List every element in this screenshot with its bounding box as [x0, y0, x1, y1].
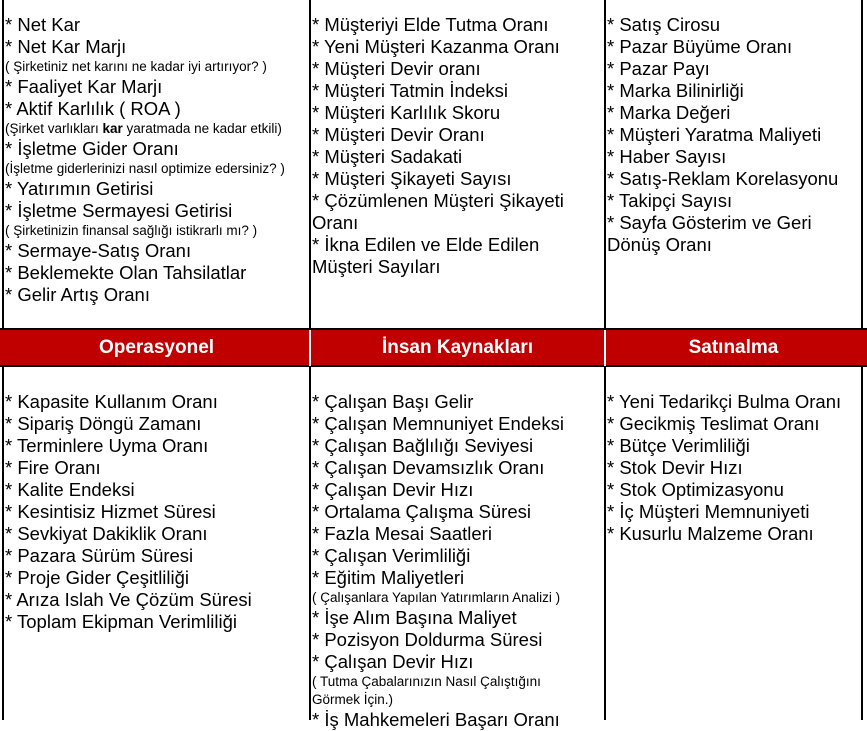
kpi-item: * Müşteri Yaratma Maliyeti: [607, 124, 822, 145]
kpi-item: * Çalışan Başı Gelir: [312, 391, 474, 412]
cell-satinalma-kpis: [607, 391, 859, 545]
kpi-item: * Ortalama Çalışma Süresi: [312, 501, 531, 522]
kpi-item: * Kusurlu Malzeme Oranı: [607, 523, 814, 544]
kpi-item: Dönüş Oranı: [607, 234, 712, 255]
kpi-note: ( Şirketiniz net karını ne kadar iyi artırıyor? ): [5, 59, 267, 74]
kpi-item: * Stok Optimizasyonu: [607, 479, 784, 500]
kpi-item: * Sipariş Döngü Zamanı: [5, 413, 202, 434]
kpi-note: ( Tutma Çabalarınızın Nasıl Çalıştığını: [312, 674, 541, 689]
cell-finansal-kpis: [5, 14, 308, 306]
cell-pazarlama-kpis: [607, 14, 859, 256]
cell-musteri-kpis: [312, 14, 602, 278]
kpi-item: * Yeni Müşteri Kazanma Oranı: [312, 36, 560, 57]
kpi-item: * Takipçi Sayısı: [607, 190, 733, 211]
kpi-item: * Stok Devir Hızı: [607, 457, 743, 478]
kpi-note: ( Çalışanlara Yapılan Yatırımların Analizi ): [312, 590, 561, 605]
kpi-item: * Müşteri Şikayeti Sayısı: [312, 168, 512, 189]
kpi-item: * Satış Cirosu: [607, 14, 721, 35]
kpi-item: * Arıza Islah Ve Çözüm Süresi: [5, 589, 252, 610]
kpi-item: * İç Müşteri Memnuniyeti: [607, 501, 810, 522]
kpi-item: * Çalışan Memnuniyet Endeksi: [312, 413, 564, 434]
kpi-note: (İşletme giderlerinizi nasıl optimize edersiniz? ): [5, 161, 285, 176]
kpi-item: * Bütçe Verimliliği: [607, 435, 750, 456]
kpi-item: * İşe Alım Başına Maliyet: [312, 607, 517, 628]
kpi-note: Görmek İçin.): [312, 692, 394, 707]
kpi-item: * Çalışan Devir Hızı: [312, 651, 474, 672]
kpi-item: * Marka Bilinirliği: [607, 80, 744, 101]
kpi-item: * İşletme Sermayesi Getirisi: [5, 200, 233, 221]
kpi-item: * İşletme Gider Oranı: [5, 138, 179, 159]
kpi-item: * Müşteri Devir Oranı: [312, 124, 485, 145]
kpi-item: * Kapasite Kullanım Oranı: [5, 391, 218, 412]
kpi-item: * Kalite Endeksi: [5, 479, 135, 500]
kpi-item: * Çalışan Verimliliği: [312, 545, 471, 566]
kpi-item: * Beklemekte Olan Tahsilatlar: [5, 262, 247, 283]
kpi-item: * Satış-Reklam Korelasyonu: [607, 168, 839, 189]
kpi-item: Müşteri Sayıları: [312, 256, 441, 277]
kpi-item: * Kesintisiz Hizmet Süresi: [5, 501, 216, 522]
header-satinalma: Satınalma: [688, 337, 779, 358]
kpi-item: * Net Kar: [5, 14, 81, 35]
kpi-item: * İkna Edilen ve Elde Edilen: [312, 234, 540, 255]
kpi-item: * Eğitim Maliyetleri: [312, 567, 465, 588]
kpi-note: ( Şirketinizin finansal sağlığı istikrarlı mı? ): [5, 223, 258, 238]
kpi-item: * Gelir Artış Oranı: [5, 284, 150, 305]
kpi-item: * Gecikmiş Teslimat Oranı: [607, 413, 820, 434]
kpi-item: * Sayfa Gösterim ve Geri: [607, 212, 812, 233]
kpi-item: * Müşteri Karlılık Skoru: [312, 102, 501, 123]
kpi-item: * Müşteri Tatmin İndeksi: [312, 80, 509, 101]
kpi-item: * Çözümlenen Müşteri Şikayeti: [312, 190, 564, 211]
kpi-item: Oranı: [312, 212, 359, 233]
kpi-item: * Çalışan Devamsızlık Oranı: [312, 457, 545, 478]
kpi-item: * Pazar Büyüme Oranı: [607, 36, 793, 57]
kpi-item: * Fire Oranı: [5, 457, 101, 478]
kpi-item: * Proje Gider Çeşitliliği: [5, 567, 190, 588]
kpi-item: * Marka Değeri: [607, 102, 731, 123]
kpi-item: * Müşteriyi Elde Tutma Oranı: [312, 14, 549, 35]
header-operasyonel: Operasyonel: [98, 337, 215, 358]
kpi-item: * Müşteri Devir oranı: [312, 58, 481, 79]
kpi-item: * Çalışan Devir Hızı: [312, 479, 474, 500]
kpi-note: (Şirket varlıkları kar yaratmada ne kadar etkili): [5, 121, 282, 136]
kpi-item: * Pazar Payı: [607, 58, 710, 79]
kpi-item: * Terminlere Uyma Oranı: [5, 435, 209, 456]
header-divider-2: [604, 330, 606, 366]
kpi-item: * Yatırımın Getirisi: [5, 178, 154, 199]
kpi-item: * Çalışan Bağlılığı Seviyesi: [312, 435, 534, 456]
kpi-item: * Yeni Tedarikçi Bulma Oranı: [607, 391, 842, 412]
kpi-item: * Fazla Mesai Saatleri: [312, 523, 492, 544]
kpi-item: * Toplam Ekipman Verimliliği: [5, 611, 238, 632]
kpi-item: * Net Kar Marjı: [5, 36, 127, 57]
kpi-item: * Aktif Karlılık ( ROA ): [5, 98, 181, 119]
cell-operasyonel-kpis: [5, 391, 308, 633]
kpi-item: * Faaliyet Kar Marjı: [5, 76, 163, 97]
kpi-item: * Pazara Sürüm Süresi: [5, 545, 194, 566]
kpi-item: * Müşteri Sadakati: [312, 146, 463, 167]
kpi-item: * Pozisyon Doldurma Süresi: [312, 629, 543, 650]
kpi-item: * Sevkiyat Dakiklik Oranı: [5, 523, 208, 544]
kpi-item: * Haber Sayısı: [607, 146, 727, 167]
header-insan-kaynaklari: İnsan Kaynakları: [381, 337, 534, 358]
kpi-item: * İş Mahkemeleri Başarı Oranı: [312, 709, 560, 730]
header-divider-1: [309, 330, 311, 366]
cell-insan-kaynaklari-kpis: [312, 391, 602, 731]
kpi-item: * Sermaye-Satış Oranı: [5, 240, 192, 261]
